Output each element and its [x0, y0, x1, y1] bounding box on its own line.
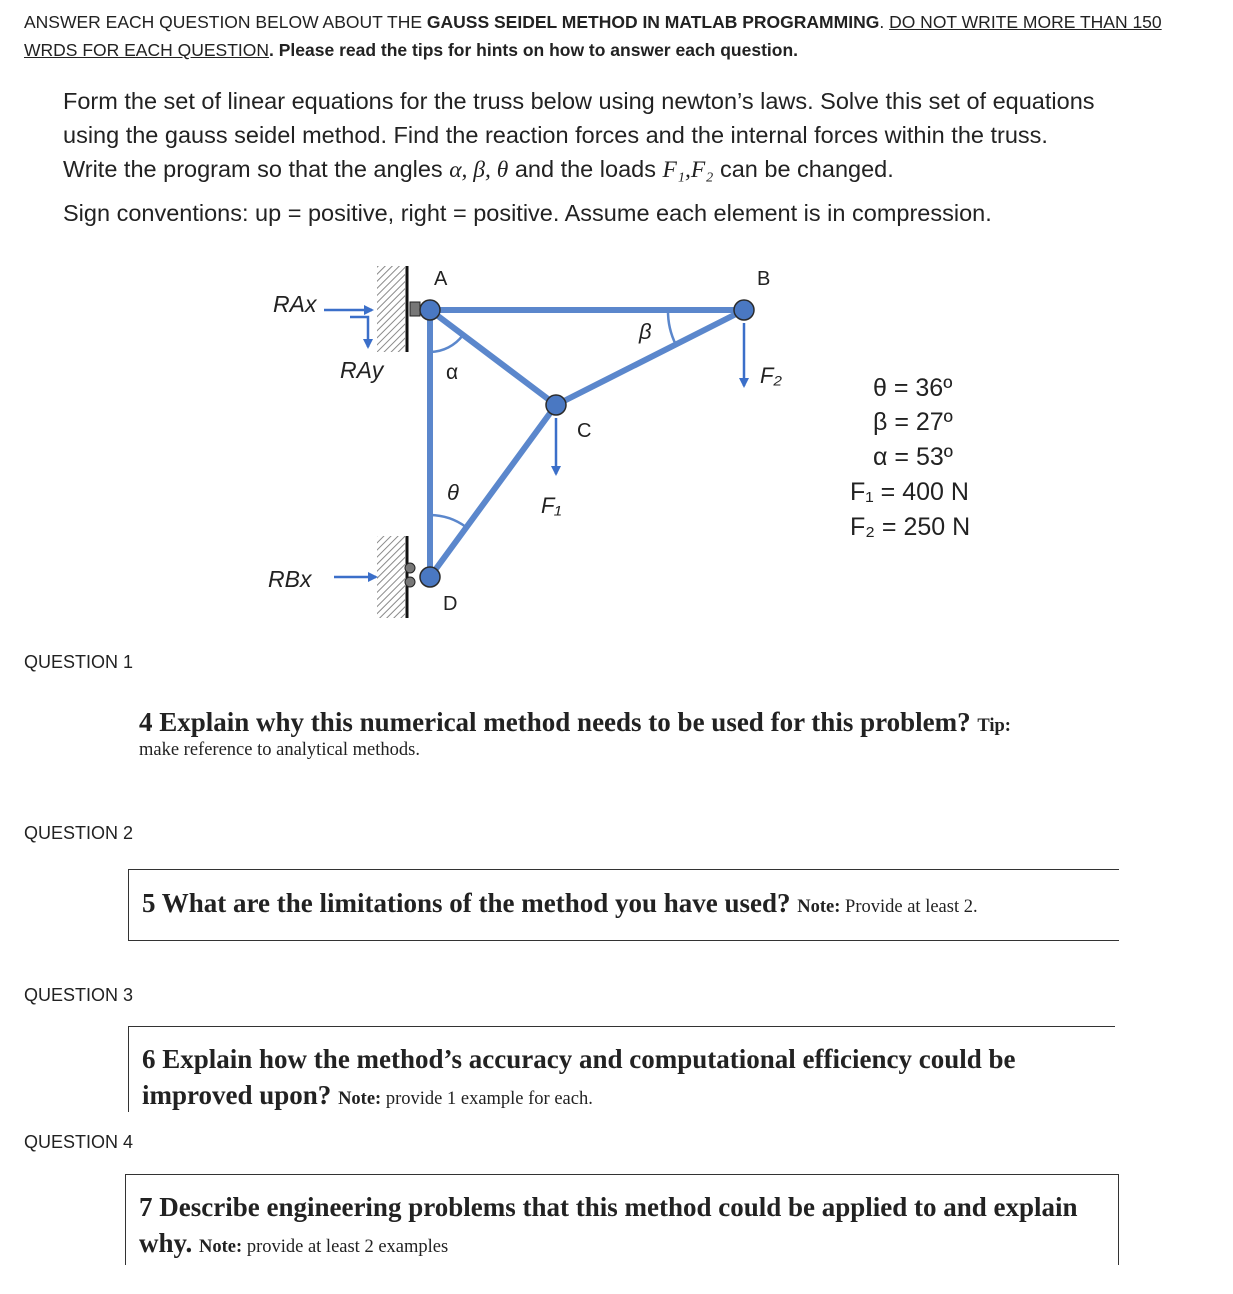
value-f2: F₂ = 250 N [850, 513, 971, 541]
pin-a [410, 302, 420, 316]
angle-arc-beta [668, 310, 676, 345]
arrow-ray [350, 317, 368, 347]
header-word-limit: DO NOT WRITE MORE THAN 150 WRDS FOR EACH QUESTION [24, 12, 1162, 60]
label-beta: β [639, 319, 652, 344]
value-f1: F₁ = 400 N [850, 478, 969, 506]
value-beta: β = 27º [873, 408, 953, 436]
label-node-d: D [443, 593, 458, 615]
label-node-a: A [434, 268, 448, 290]
question-2-box [128, 869, 1119, 941]
question-2-label: QUESTION 2 [24, 823, 134, 843]
question-4-prompt: 7 Describe engineering problems that this method could be applied to and explain why. Note: provide at least 2 examples [139, 1192, 1078, 1258]
problem-line-2: using the gauss seidel method. Find the reaction forces and the internal forces within the truss. [63, 122, 1048, 148]
loads-variable: F₁,F₂ [662, 157, 714, 183]
question-3-prompt: 6 Explain how the method’s accuracy and computational efficiency could be improved upon? Note: provide 1 example for each. [142, 1044, 1016, 1110]
question-4-label: QUESTION 4 [24, 1132, 134, 1152]
header-tips: . Please read the tips for hints on how to answer each question. [269, 40, 799, 60]
question-3-label: QUESTION 3 [24, 985, 134, 1005]
label-rax: RAx [273, 291, 317, 317]
value-alpha: α = 53º [873, 443, 953, 471]
label-rbx: RBx [268, 566, 312, 592]
wall-support-d [377, 536, 405, 618]
question-1-tip-label: Tip: [977, 716, 1011, 736]
angles-variable: α, β, θ [449, 157, 509, 183]
node-c [546, 395, 566, 415]
node-d [420, 567, 440, 587]
problem-line-1: Form the set of linear equations for the truss below using newton’s laws. Solve this set of equations [63, 88, 1095, 114]
header-topic: GAUSS SEIDEL METHOD IN MATLAB PROGRAMMING [426, 12, 880, 32]
problem-line-3: Write the program so that the angles α, β, θ and the loads F₁,F₂ can be changed. [63, 156, 894, 183]
question-1-tip: make reference to analytical methods. [139, 740, 420, 760]
member-ac [430, 310, 556, 405]
question-1-box [139, 704, 1139, 761]
label-node-b: B [757, 268, 771, 290]
sign-conventions: Sign conventions: up = positive, right = positive. Assume each element is in compression. [63, 200, 992, 226]
node-b [734, 300, 754, 320]
wall-support-a [377, 266, 405, 352]
question-3-box [128, 1026, 1115, 1112]
label-ray: RAy [340, 357, 384, 383]
label-f2: F₂ [760, 363, 782, 388]
label-alpha: α [446, 361, 459, 384]
angle-arc-theta [430, 515, 466, 527]
label-node-c: C [577, 420, 592, 442]
question-1-prompt: 4 Explain why this numerical method needs to be used for this problem? Tip: [139, 707, 1011, 737]
header-period: . [879, 12, 890, 32]
header-prefix: ANSWER EACH QUESTION BELOW ABOUT THE [24, 12, 427, 32]
node-a [420, 300, 440, 320]
question-2-prompt: 5 What are the limitations of the method you have used? Note: Provide at least 2. [142, 888, 978, 918]
label-f1: F₁ [541, 493, 562, 518]
angle-arc-alpha [430, 335, 463, 352]
label-theta: θ [447, 480, 459, 505]
question-4-box [125, 1174, 1119, 1265]
question-1-label: QUESTION 1 [24, 652, 134, 672]
value-theta: θ = 36º [873, 374, 953, 402]
